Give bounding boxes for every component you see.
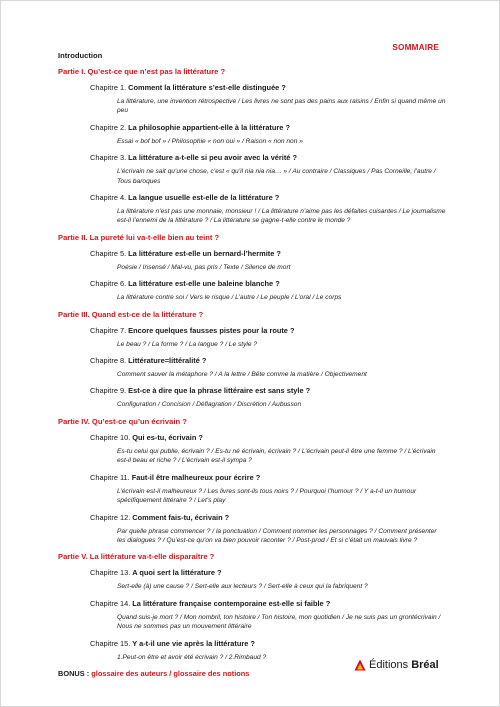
chapter-entry (90, 356, 446, 366)
part-title: Partie IV. Qu’est-ce qu’un écrivain ? (58, 416, 187, 426)
publisher-logo (354, 659, 439, 671)
chapter-entry (90, 279, 446, 289)
chapter-title: La littérature est-elle un bernard-l’hermite ? (128, 248, 281, 258)
chapter-title: Y a-t-il une vie après la littérature ? (132, 638, 255, 648)
chapter-description: La littérature n’est pas une monnaie, monsieur ! / La littérature n’aime pas les défaites cuisantes / Le journalisme est-il l’ennemi de la littérature ? / La littérature se gagne-t-elle contre le monde ? (117, 208, 446, 225)
chapter-title: Est-ce à dire que la phrase littéraire est sans style ? (128, 386, 311, 396)
chapter-description: Essai « bof bof » / Philosophie « non oui » / Raison « non non » (117, 137, 303, 145)
chapter-title: La philosophie appartient-elle à la littérature ? (128, 122, 290, 132)
part-title: Partie I. Qu’est-ce que n’est pas la littérature ? (58, 67, 226, 76)
chapter-description: L’écrivain est-il malheureux ? / Les livres sont-ils tous noirs ? / Pourquoi l’humour ? / Y a-t-il un humour spécifiquement littéraire ? / Let’s play (117, 487, 417, 505)
chapter-description: Es-tu celui qui publie, écrivain ? / Es-tu né écrivain, écrivain ? / L’écrivain peut-il être une femme ? / L’écrivain est-il beau et riche ? / L’écrivain est-il sympa ? (117, 447, 436, 465)
chapter-title: A quoi sert la littérature ? (132, 568, 222, 578)
table-of-contents (58, 51, 446, 678)
sommaire-heading: SOMMAIRE (392, 43, 439, 52)
chapter-description: Par quelle phrase commencer ? / la ponctuation / Comment nommer les personnages ? / Comment présenter les dialogues ? / Qu’est-ce qu’on va bien pouvoir raconter ? / Post-prod / Et si c’était un mauvais livre ? (117, 527, 437, 544)
chapter-title: La littérature française contemporaine est-elle si faible ? (132, 598, 331, 608)
chapter-description: Quand suis-je mort ? / Mon nombril, ton histoire / Ton histoire, mon quotidien / Je ne suis pas un grontécrivain / Nous ne sommes pas un mouvement littéraire (117, 613, 441, 631)
chapter-number: Chapitre 4. (90, 193, 127, 203)
chapter-number: Chapitre 15. (90, 638, 131, 648)
chapter-title: Comment fais-tu, écrivain ? (132, 512, 230, 522)
chapter-description: Poésie / Insensé / Mal-vu, pas pris / Texte / Silence de mort (117, 263, 291, 271)
chapter-entry (90, 123, 446, 133)
chapter-entry (90, 433, 446, 443)
chapter-title: Littérature=littéralité ? (128, 356, 207, 366)
chapter-entry (90, 386, 446, 396)
chapter-number: Chapitre 1. (90, 83, 127, 92)
breal-triangle-icon (354, 659, 366, 671)
chapter-title: Encore quelques fausses pistes pour la route ? (128, 325, 295, 335)
chapter-description: Sert-elle (à) une cause ? / Sert-elle aux lecteurs ? / Sert-elle à ceux qui la fabriquent ? (117, 583, 368, 591)
chapter-number: Chapitre 2. (90, 122, 127, 132)
chapter-number: Chapitre 7. (90, 325, 127, 335)
chapter-number: Chapitre 13. (90, 568, 131, 578)
part-title: Partie II. La pureté lui va-t-elle bien au teint ? (58, 232, 220, 242)
chapter-number: Chapitre 11. (90, 472, 130, 482)
parts-list (58, 67, 446, 662)
chapter-number: Chapitre 9. (90, 386, 127, 396)
bonus-label: BONUS : (58, 668, 92, 678)
chapter-description: 1.Peut-on être et avoir été écrivain ? / 2.Rimbaud ? (117, 653, 267, 661)
chapter-description: Comment sauver la métaphore ? / A la lettre / Bête comme la matière / Objectivement (117, 371, 367, 379)
chapter-description: Le beau ? / La forme ? / La langue ? / Le style ? (117, 340, 258, 348)
chapter-entry (90, 473, 446, 483)
chapter-number: Chapitre 14. (90, 598, 131, 608)
chapter-description: La littérature contre soi / Vers le risque / L’autre / Le peuple / L’oral / Le corps (117, 294, 342, 302)
chapter-description: La littérature, une invention rétrospective / Les livres ne sont pas des pains aux raisins / Enfin si quand même un peu (117, 98, 446, 115)
chapter-title: Qui es-tu, écrivain ? (132, 432, 203, 442)
bonus-links: glossaire des auteurs / glossaire des notions (91, 668, 250, 678)
chapter-entry (90, 599, 446, 609)
chapter-entry (90, 639, 446, 649)
publisher-name: Éditions Bréal (369, 659, 439, 671)
chapter-entry (90, 193, 446, 203)
part-title: Partie V. La littérature va-t-elle disparaître ? (58, 552, 215, 562)
chapter-title: La langue usuelle est-elle de la littérature ? (128, 193, 280, 203)
chapter-title: Faut-il être malheureux pour écrire ? (131, 472, 261, 482)
chapter-entry (90, 153, 446, 163)
chapter-description: L’écrivain ne sait qu’une chose, c’est « qu’il nia nia nia… » / Au contraire / Classiques / Pas Corneille, l’autre / Tous baroques (117, 168, 436, 185)
chapter-number: Chapitre 3. (90, 153, 127, 163)
chapter-title: Comment la littérature s’est-elle distinguée ? (128, 83, 286, 92)
chapter-entry (90, 513, 446, 523)
introduction-entry: Introduction (58, 51, 103, 60)
chapter-number: Chapitre 6. (90, 279, 127, 289)
chapter-title: La littérature est-elle une baleine blanche ? (128, 279, 280, 289)
chapter-title: La littérature a-t-elle si peu avoir avec la vérité ? (128, 153, 297, 163)
part-title: Partie III. Quand est-ce de la littérature ? (58, 309, 204, 319)
chapter-entry (90, 326, 446, 336)
chapter-entry (90, 83, 446, 93)
chapter-number: Chapitre 10. (90, 432, 131, 442)
chapter-number: Chapitre 8. (90, 356, 127, 366)
chapter-description: Configuration / Concision / Déflagration / Discrétion / Aubusson (117, 401, 302, 409)
chapter-number: Chapitre 5. (90, 248, 127, 258)
chapter-entry (90, 249, 446, 259)
chapter-entry (90, 568, 446, 578)
chapter-number: Chapitre 12. (90, 512, 131, 522)
